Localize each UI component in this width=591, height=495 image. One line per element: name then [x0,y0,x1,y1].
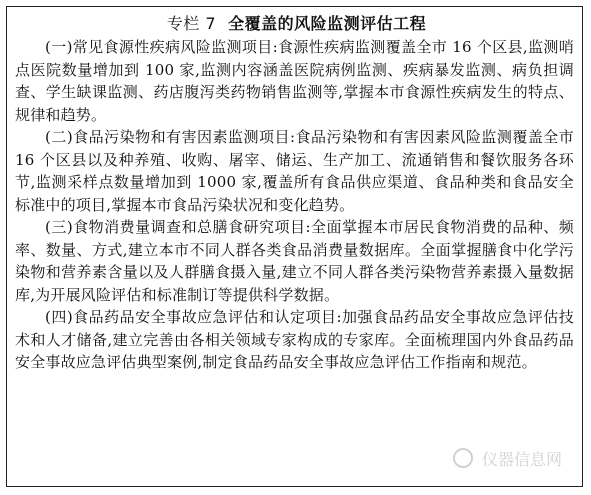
column-number: 专栏 7 [166,14,217,33]
paragraph-1: (一)常见食源性疾病风险监测项目:食源性疾病监测覆盖全市 16 个区县,监测哨点医院数量增加到 100 家,监测内容涵盖医院病例监测、疾病暴发监测、病负担调查、学生缺课监测、药店腹泻类药物销售监测等,掌握本市食源性疾病发生的特点、规律和趋势。 [15,38,574,124]
paragraph-4: (四)食品药品安全事故应急评估和认定项目:加强食品药品安全事故应急评估技术和人才储备,建立完善由各相关领域专家构成的专家库。全面梳理国内外食品药品安全事故应急评估典型案例,制定食品药品安全事故应急评估工作指南和规范。 [15,308,574,371]
column-box [6,6,583,487]
box-title [7,11,582,34]
paragraph-3: (三)食物消费量调查和总膳食研究项目:全面掌握本市居民食物消费的品种、频率、数量、方式,建立本市不同人群各类食品消费量数据库。全面掌握膳食中化学污染物和营养素含量以及人群膳食摄入量,建立不同人群各类污染物营养素摄入量数据库,为开展风险评估和标准制订等提供科学数据。 [15,218,574,304]
logo-circle-icon [453,448,473,468]
watermark-text: 仪器信息网 [481,450,562,469]
watermark [432,446,562,474]
column-heading: 全覆盖的风险监测评估工程 [228,14,427,33]
paragraph-2: (二)食品污染物和有害因素监测项目:食品污染物和有害因素风险监测覆盖全市 16 个区县以及种养殖、收购、屠宰、储运、生产加工、流通销售和餐饮服务各环节,监测采样点数量增加到 1000 家,覆盖所有食品供应渠道、食品种类和食品安全标准中的项目,掌握本市食品污染状况和变化趋势。 [15,128,574,214]
